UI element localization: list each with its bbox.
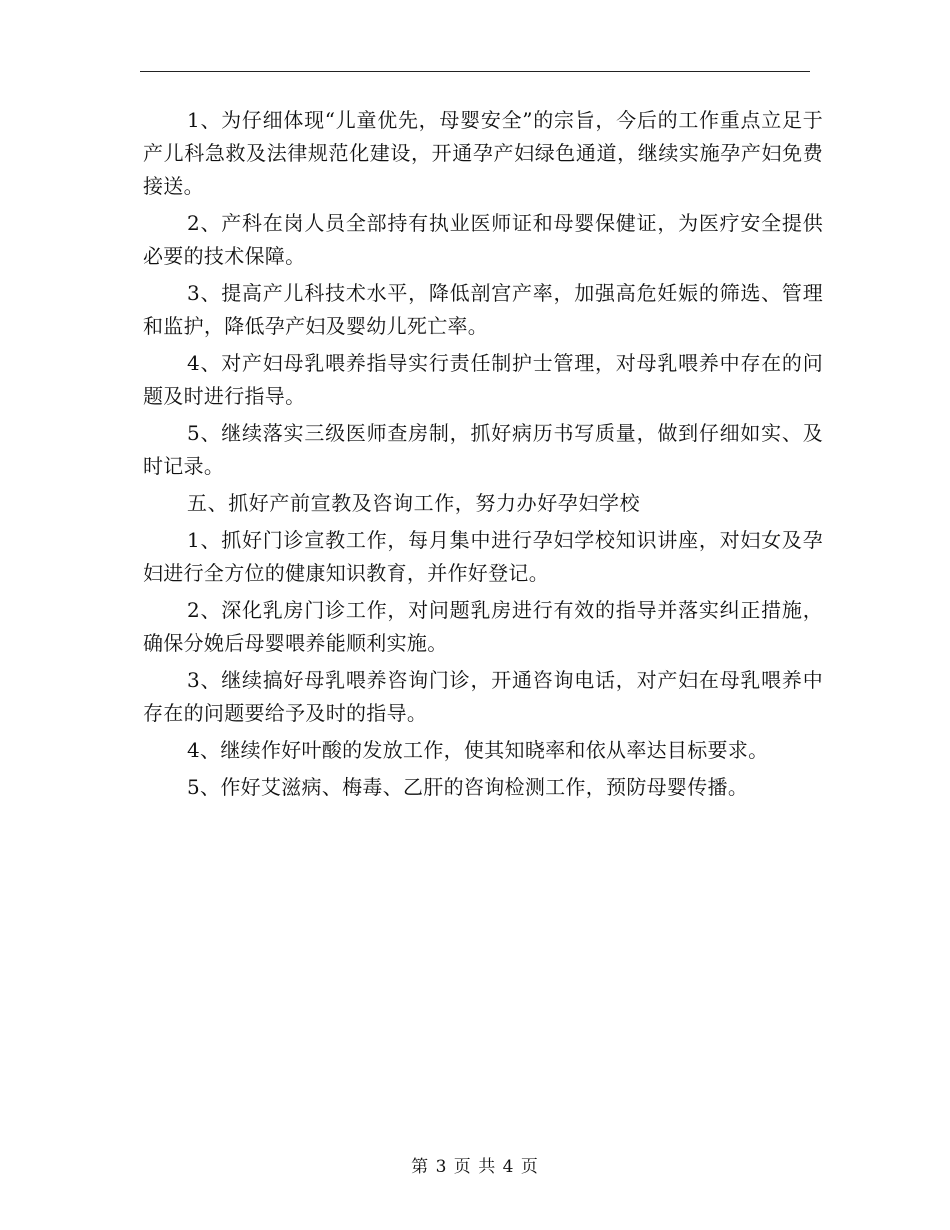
header-rule [140, 71, 810, 72]
paragraph: 4、对产妇母乳喂养指导实行责任制护士管理，对母乳喂养中存在的问题及时进行指导。 [143, 351, 823, 408]
paragraph: 1、为仔细体现“儿童优先，母婴安全”的宗旨，今后的工作重点立足于产儿科急救及法律规范化建设，开通孕产妇绿色通道，继续实施孕产妇免费接送。 [143, 108, 823, 198]
document-body [143, 104, 823, 808]
page-number: 第 3 页 共 4 页 [411, 1157, 539, 1177]
paragraph: 5、继续落实三级医师查房制，抓好病历书写质量，做到仔细如实、及时记录。 [143, 421, 823, 478]
paragraph: 2、深化乳房门诊工作，对问题乳房进行有效的指导并落实纠正措施，确保分娩后母婴喂养能顺利实施。 [143, 598, 823, 655]
paragraph: 4、继续作好叶酸的发放工作，使其知晓率和依从率达目标要求。 [187, 738, 769, 762]
paragraph: 3、继续搞好母乳喂养咨询门诊，开通咨询电话，对产妇在母乳喂养中存在的问题要给予及时的指导。 [143, 668, 823, 725]
paragraph: 5、作好艾滋病、梅毒、乙肝的咨询检测工作，预防母婴传播。 [187, 775, 749, 799]
section-heading: 五、抓好产前宣教及咨询工作，努力办好孕妇学校 [187, 491, 641, 515]
paragraph: 2、产科在岗人员全部持有执业医师证和母婴保健证，为医疗安全提供必要的技术保障。 [143, 211, 823, 268]
paragraph: 3、提高产儿科技术水平，降低剖宫产率，加强高危妊娠的筛选、管理和监护，降低孕产妇及婴幼儿死亡率。 [143, 281, 823, 338]
paragraph: 1、抓好门诊宣教工作，每月集中进行孕妇学校知识讲座，对妇女及孕妇进行全方位的健康知识教育，并作好登记。 [143, 528, 823, 585]
page-footer [0, 1152, 950, 1177]
